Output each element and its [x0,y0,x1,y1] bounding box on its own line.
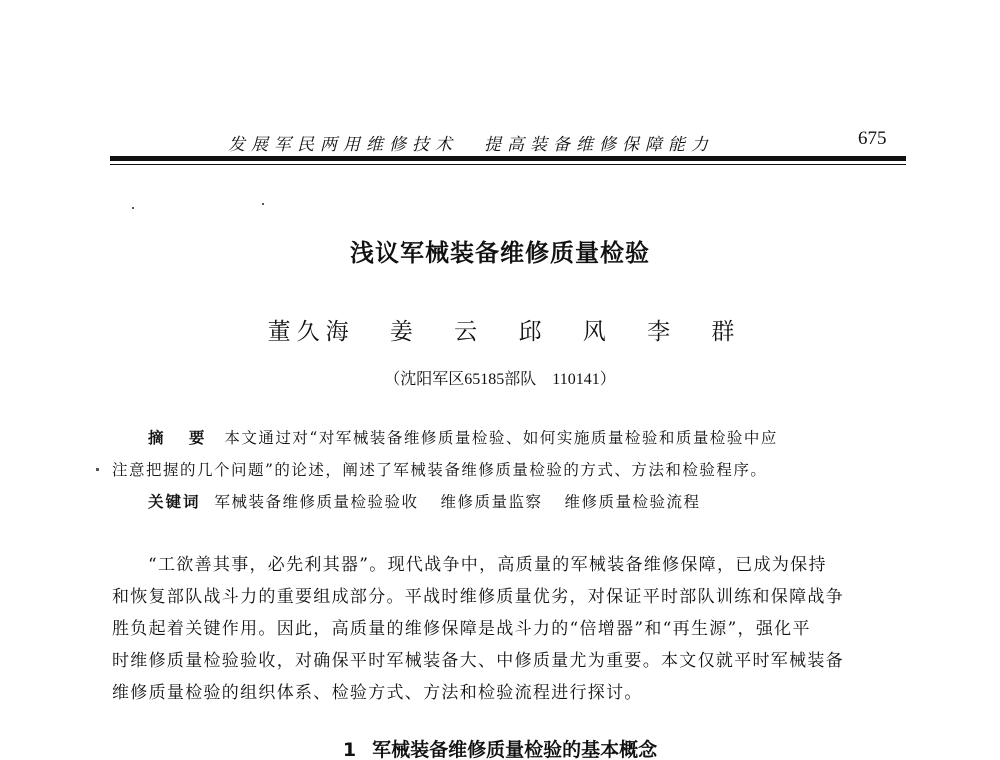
body-line-4: 时维修质量检验验收，对确保平时军械装备大、中修质量尤为重要。本文仅就平时军械装备 [112,651,844,671]
abstract-text-2: 注意把握的几个问题”的论述，阐述了军械装备维修质量检验的方式、方法和检验程序。 [112,461,768,479]
header-rule-thick [110,156,906,161]
abstract-line-2 [112,458,767,480]
section-heading [0,735,1000,760]
paper-title: 浅议军械装备维修质量检验 [350,239,650,267]
running-title-left: 发展军民两用维修技术 [228,135,458,155]
keywords-label: 关键词 [148,493,201,511]
affiliation: （沈阳军区65185部队 110141） [384,371,616,388]
keyword-item: 维修质量检验流程 [564,493,701,511]
keyword-item: 维修质量监察 [440,493,543,511]
abstract-line-1 [148,426,778,448]
body-line-2: 和恢复部队战斗力的重要组成部分。平战时维修质量优劣，对保证平时部队训练和保障战争 [112,587,844,607]
body-line-1: “工欲善其事，必先利其器”。现代战争中，高质量的军械装备维修保障，已成为保持 [148,555,827,575]
body-line-3: 胜负起着关键作用。因此，高质量的维修保障是战斗力的“倍增器”和“再生源”，强化平 [112,619,811,639]
body-line-5: 维修质量检验的组织体系、检验方式、方法和检验流程进行探讨。 [112,683,643,703]
section-number: 1 [342,739,357,760]
abstract-text-1: 本文通过对“对军械装备维修质量检验、如何实施质量检验和质量检验中应 [224,429,778,447]
abstract-label: 摘 要 [148,429,215,447]
keywords-line [148,490,723,512]
running-header [228,130,714,155]
header-rule-thin [110,164,906,165]
page-number: 675 [858,128,887,149]
section-title: 军械装备维修质量检验的基本概念 [372,739,658,760]
scan-speck [96,468,99,471]
scan-speck [262,203,264,205]
running-title-right: 提高装备维修保障能力 [484,135,714,155]
scan-speck [132,207,134,209]
author-list: 董久海 姜 云 邱 风 李 群 [267,319,741,345]
keyword-item: 军械装备维修质量检验验收 [214,493,419,511]
